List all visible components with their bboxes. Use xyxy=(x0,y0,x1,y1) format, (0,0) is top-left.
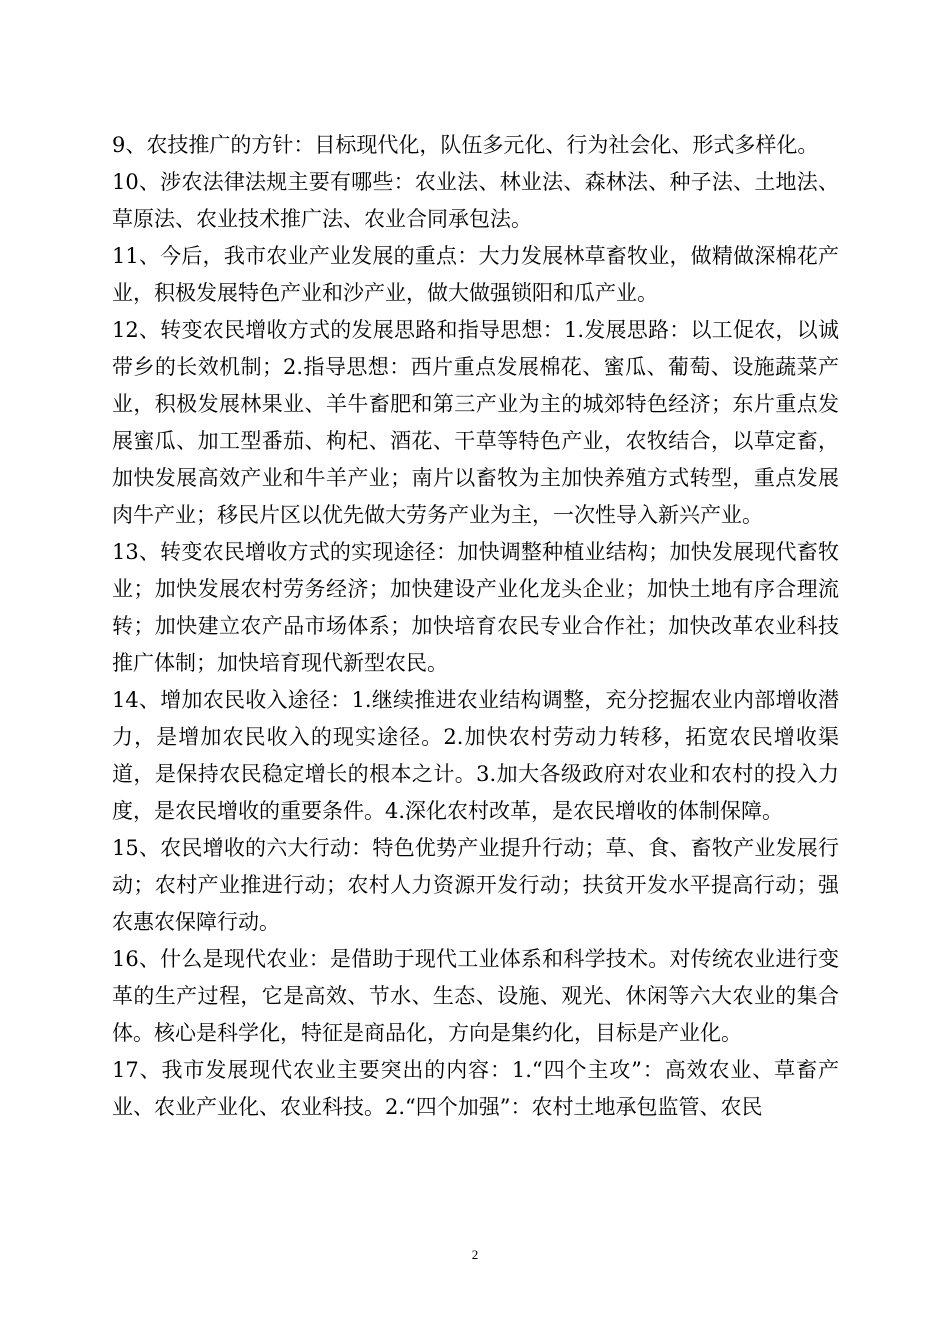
page-number: 2 xyxy=(471,1247,479,1262)
document-body xyxy=(112,127,839,1126)
paragraph-14: 14、增加农民收入途径：1.继续推进农业结构调整，充分挖掘农业内部增收潜力，是增加农民收入的现实途径。2.加快农村劳动力转移，拓宽农民增收渠道，是保持农民稳定增长的根本之计。3.加大各级政府对农业和农村的投入力度，是农民增收的重要条件。4.深化农村改革，是农民增收的体制保障。 xyxy=(112,688,839,823)
paragraph-12: 12、转变农民增收方式的发展思路和指导思想：1.发展思路：以工促农，以诚带乡的长效机制；2.指导思想：西片重点发展棉花、蜜瓜、葡萄、设施蔬菜产业，积极发展林果业、羊牛畜肥和第三产业为主的城郊特色经济；东片重点发展蜜瓜、加工型番茄、枸杞、酒花、干草等特色产业，农牧结合，以草定畜，加快发展高效产业和牛羊产业；南片以畜牧为主加快养殖方式转型，重点发展肉牛产业；移民片区以优先做大劳务产业为主，一次性导入新兴产业。 xyxy=(112,318,839,527)
paragraph-13: 13、转变农民增收方式的实现途径：加快调整种植业结构；加快发展现代畜牧业；加快发展农村劳务经济；加快建设产业化龙头企业；加快土地有序合理流转；加快建立农产品市场体系；加快培育农民专业合作社；加快改革农业科技推广体制；加快培育现代新型农民。 xyxy=(112,540,839,675)
paragraph-17: 17、我市发展现代农业主要突出的内容：1.“四个主攻”：高效农业、草畜产业、农业产业化、农业科技。2.“四个加强”：农村土地承包监管、农民 xyxy=(112,1058,839,1119)
paragraph-10: 10、涉农法律法规主要有哪些：农业法、林业法、森林法、种子法、土地法、草原法、农业技术推广法、农业合同承包法。 xyxy=(112,170,839,231)
paragraph-11: 11、今后，我市农业产业发展的重点：大力发展林草畜牧业，做精做深棉花产业，积极发展特色产业和沙产业，做大做强锁阳和瓜产业。 xyxy=(112,244,839,305)
paragraph-16: 16、什么是现代农业：是借助于现代工业体系和科学技术。对传统农业进行变革的生产过程，它是高效、节水、生态、设施、观光、休闲等六大农业的集合体。核心是科学化，特征是商品化，方向是集约化，目标是产业化。 xyxy=(112,947,839,1045)
paragraph-9: 9、农技推广的方针：目标现代化，队伍多元化、行为社会化、形式多样化。 xyxy=(112,133,819,157)
paragraph-15: 15、农民增收的六大行动：特色优势产业提升行动；草、食、畜牧产业发展行动；农村产业推进行动；农村人力资源开发行动；扶贫开发水平提高行动；强农惠农保障行动。 xyxy=(112,836,839,934)
